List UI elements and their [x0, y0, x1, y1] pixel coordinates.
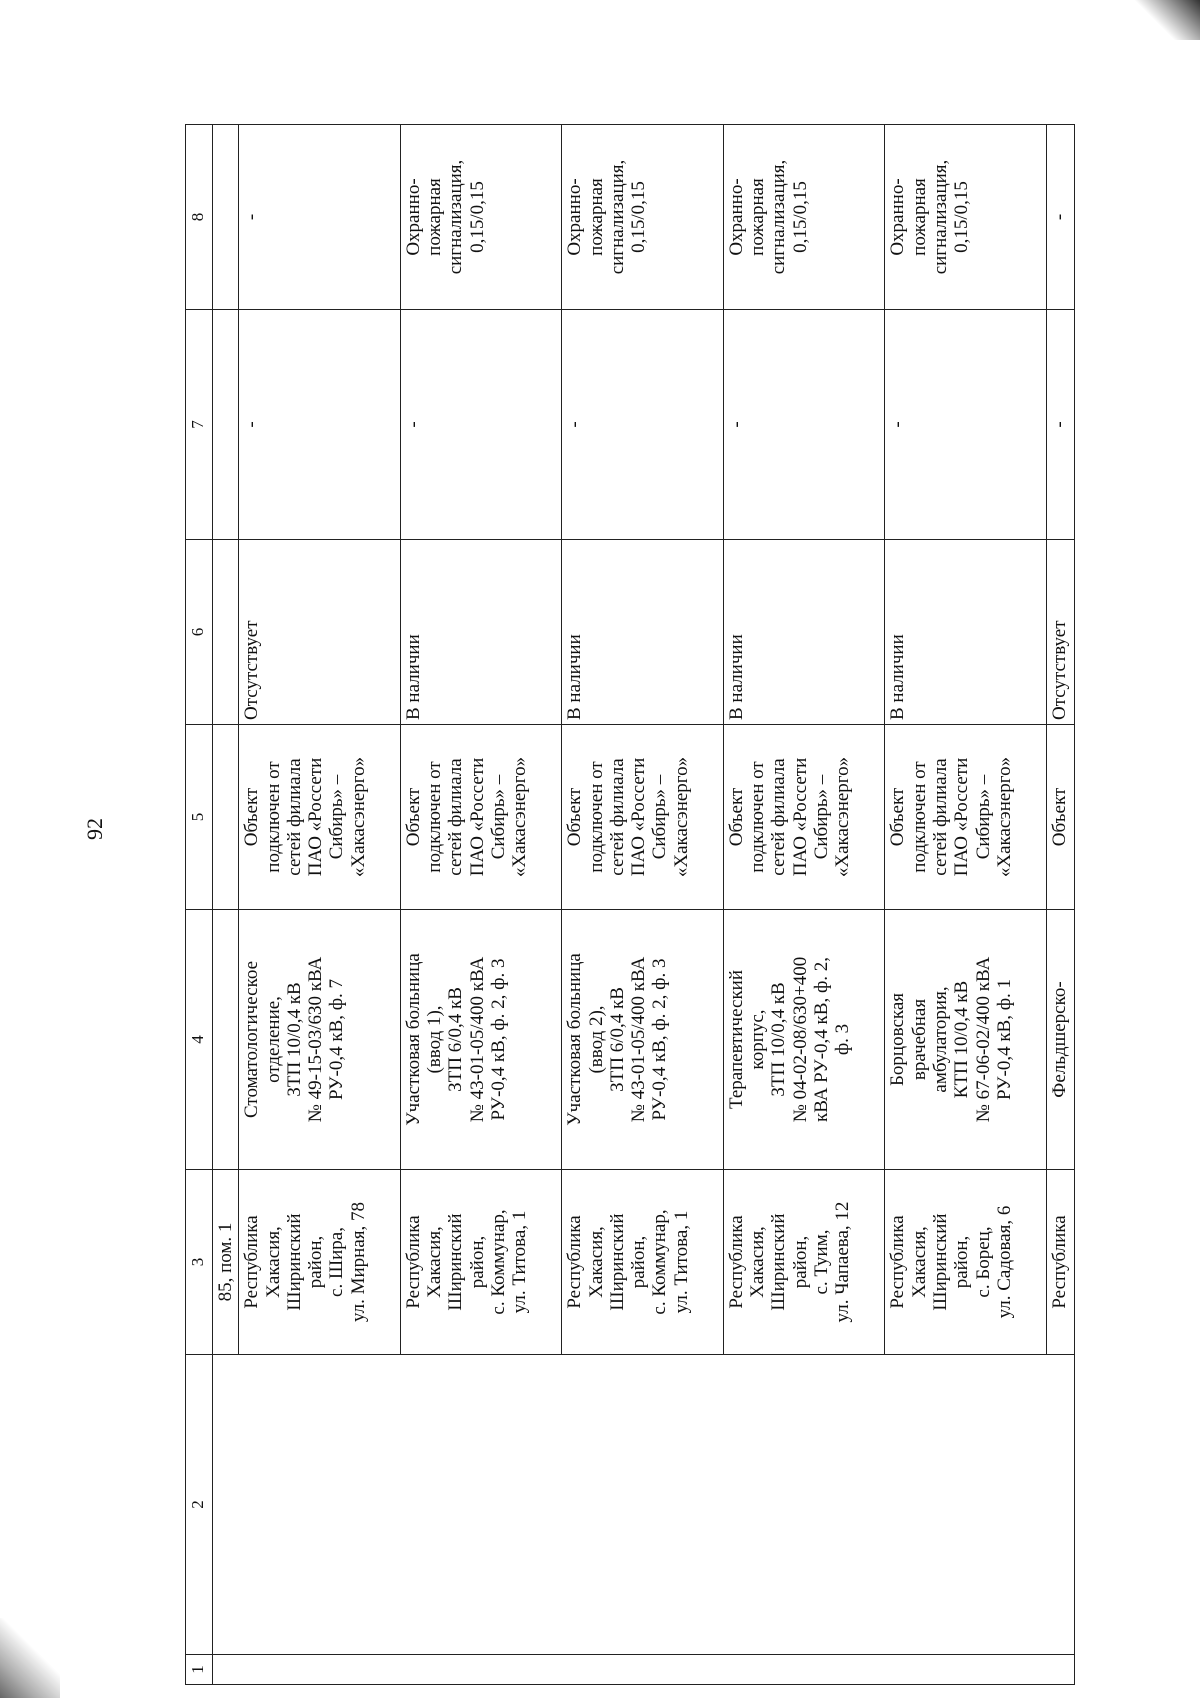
cell-address: Республика Хакасия, Ширинский район, с. Борец, ул. Садовая, 6	[885, 1170, 1047, 1355]
cell-connection: Объект подключен от сетей филиала ПАО «Россети Сибирь» – «Хакасэнерго»	[400, 725, 562, 910]
cell-col7: -	[723, 310, 885, 540]
cell-address: Республика Хакасия, Ширинский район, с. Коммунар, ул. Титова, 1	[562, 1170, 724, 1355]
continuation-row	[213, 125, 239, 1685]
scan-edge-shadow	[1130, 0, 1200, 40]
cell-col7: -	[1047, 310, 1075, 540]
cell-col2	[213, 1355, 1075, 1655]
cell-connection: Объект подключен от сетей филиала ПАО «Россети Сибирь» – «Хакасэнерго»	[239, 725, 401, 910]
data-table	[185, 124, 1075, 1685]
cell-availability: Отсутствует	[1047, 540, 1075, 725]
cell-empty	[213, 310, 239, 540]
cell-security: Охранно- пожарная сигнализация, 0,15/0,15	[723, 125, 885, 310]
col-num-2: 2	[186, 1355, 213, 1655]
cell-security: Охранно- пожарная сигнализация, 0,15/0,15	[562, 125, 724, 310]
cell-col7: -	[562, 310, 724, 540]
cell-connection: Объект подключен от сетей филиала ПАО «Россети Сибирь» – «Хакасэнерго»	[723, 725, 885, 910]
cell-connection: Объект подключен от сетей филиала ПАО «Россети Сибирь» – «Хакасэнерго»	[885, 725, 1047, 910]
col-num-7: 7	[186, 310, 213, 540]
cell-availability: В наличии	[723, 540, 885, 725]
cell-col7: -	[885, 310, 1047, 540]
cell-security: Охранно- пожарная сигнализация, 0,15/0,15	[885, 125, 1047, 310]
cell-address: Республика	[1047, 1170, 1075, 1355]
cell-object: Фельдшерско-	[1047, 910, 1075, 1170]
cell-object: Стоматологическое отделение, ЗТП 10/0,4 кВ № 49-15-03/630 кВА РУ-0,4 кВ, ф. 7	[239, 910, 401, 1170]
cell-address: Республика Хакасия, Ширинский район, с. Туим, ул. Чапаева, 12	[723, 1170, 885, 1355]
cell-empty	[213, 910, 239, 1170]
rotated-table-container	[185, 125, 1075, 1685]
cell-col1	[213, 1655, 1075, 1685]
cell-security: -	[1047, 125, 1075, 310]
cell-connection: Объект подключен от сетей филиала ПАО «Россети Сибирь» – «Хакасэнерго»	[562, 725, 724, 910]
cell-object: Участковая больница (ввод 2), ЗТП 6/0,4 кВ № 43-01-05/400 кВА РУ-0,4 кВ, ф. 2, ф. 3	[562, 910, 724, 1170]
cell-availability: В наличии	[400, 540, 562, 725]
cell-availability: В наличии	[885, 540, 1047, 725]
cell-availability: В наличии	[562, 540, 724, 725]
cell-availability: Отсутствует	[239, 540, 401, 725]
cell-object: Терапевтический корпус, ЗТП 10/0,4 кВ № 04-02-08/630+400 кВА РУ-0,4 кВ, ф. 2, ф. 3	[723, 910, 885, 1170]
cell-connection: Объект	[1047, 725, 1075, 910]
cell-empty	[213, 540, 239, 725]
col-num-5: 5	[186, 725, 213, 910]
cell-empty	[213, 725, 239, 910]
cell-security: Охранно- пожарная сигнализация, 0,15/0,15	[400, 125, 562, 310]
cell-col7: -	[400, 310, 562, 540]
page-number: 92	[82, 818, 107, 840]
col-num-8: 8	[186, 125, 213, 310]
col-num-6: 6	[186, 540, 213, 725]
cell-security: -	[239, 125, 401, 310]
cell-object: Участковая больница (ввод 1), ЗТП 6/0,4 кВ № 43-01-05/400 кВА РУ-0,4 кВ, ф. 2, ф. 3	[400, 910, 562, 1170]
cell-object: Борцовская врачебная амбулатория, КТП 10/0,4 кВ № 67-06-02/400 кВА РУ-0,4 кВ, ф. 1	[885, 910, 1047, 1170]
col-num-4: 4	[186, 910, 213, 1170]
cell-address: Республика Хакасия, Ширинский район, с. Шира, ул. Мирная, 78	[239, 1170, 401, 1355]
column-number-row	[186, 125, 213, 1685]
cell-empty	[213, 125, 239, 310]
cell-col7: -	[239, 310, 401, 540]
scan-edge-shadow-bottom	[0, 1618, 60, 1698]
col-num-1: 1	[186, 1655, 213, 1685]
cell-address-continuation: 85, пом. 1	[213, 1170, 239, 1355]
cell-address: Республика Хакасия, Ширинский район, с. Коммунар, ул. Титова, 1	[400, 1170, 562, 1355]
col-num-3: 3	[186, 1170, 213, 1355]
